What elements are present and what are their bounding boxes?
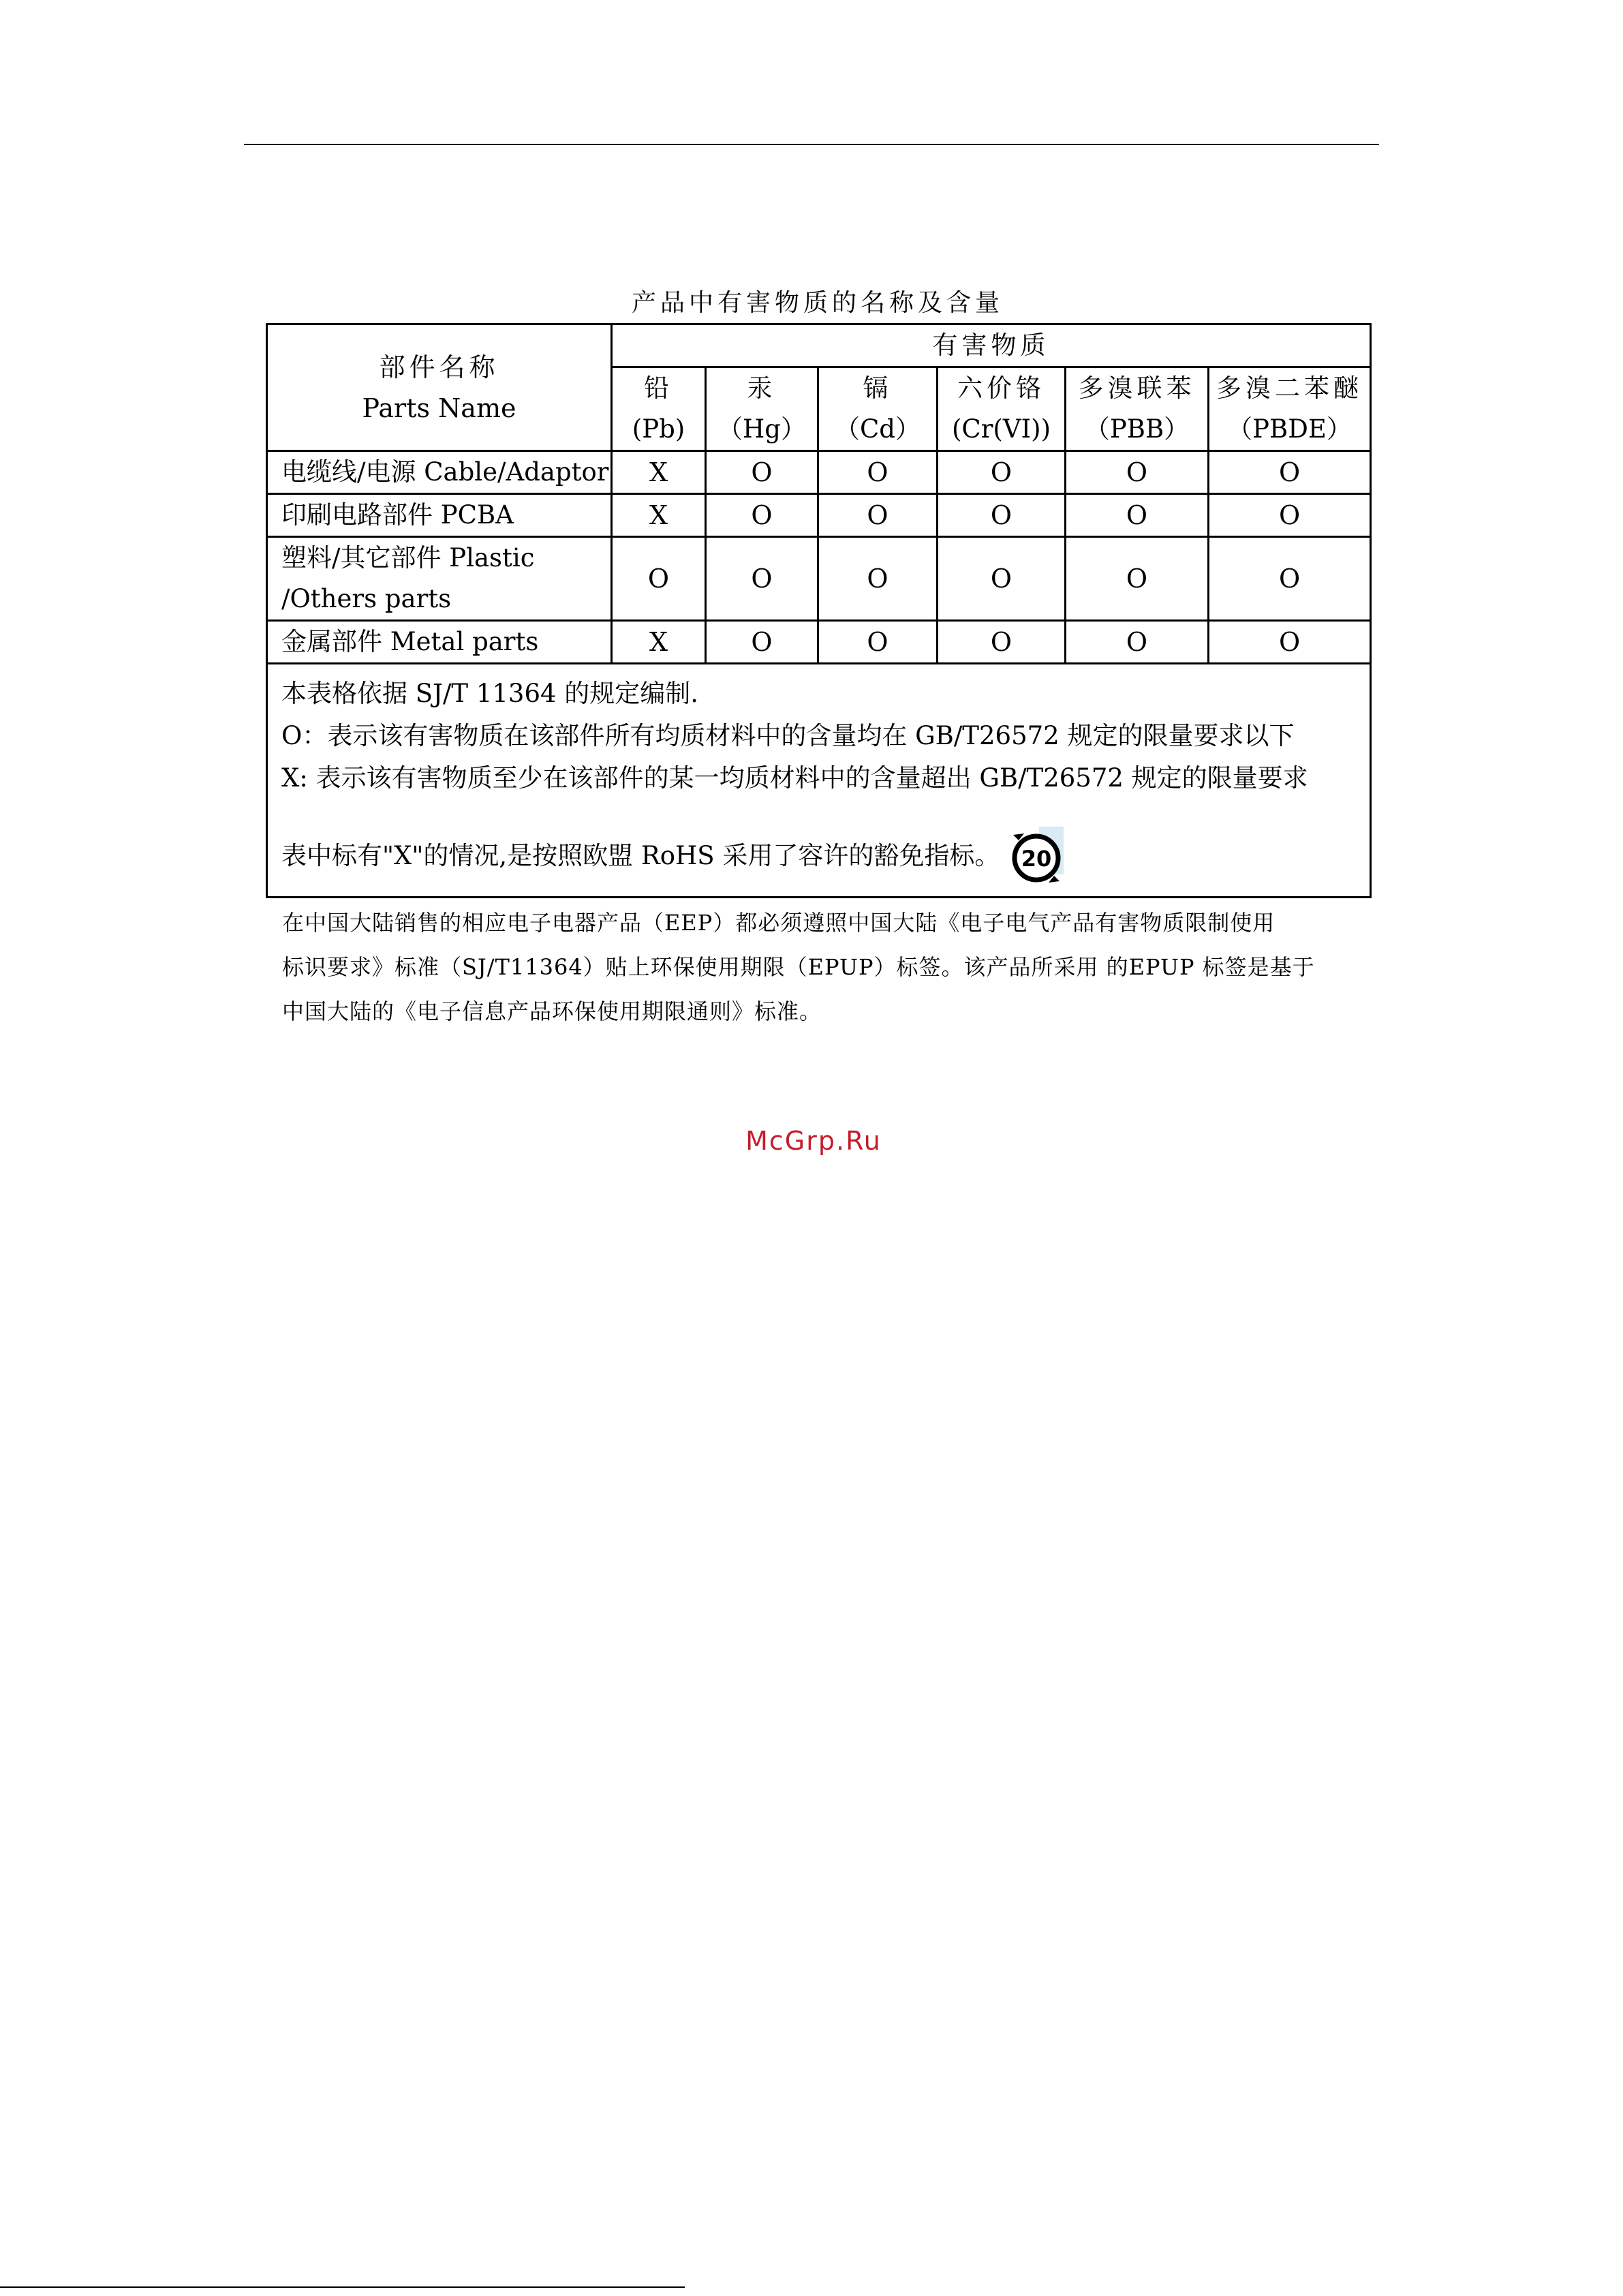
notes-cell (267, 664, 1371, 898)
note-standard: 本表格依据 SJ/T 11364 的规定编制. (281, 679, 699, 708)
table-row (267, 451, 1371, 494)
note-x-definition: X: 表示该有害物质至少在该部件的某一均质材料中的含量超出 GB/T26572 规定的限量要求 (281, 763, 1308, 793)
substance-symbol: (Cr(VI)) (951, 414, 1051, 444)
substance-name-cn: 铅 (644, 373, 673, 403)
substance-name-cn: 镉 (863, 373, 893, 403)
mark-cell: O (706, 451, 818, 494)
substance-name-cn: 多溴联苯 (1078, 373, 1196, 403)
part-name-cell: 金属部件 Metal parts (267, 621, 612, 664)
substance-symbol: （Cd） (835, 414, 921, 444)
mark-cell: O (612, 537, 706, 621)
parts-name-header (267, 324, 612, 451)
footer-line: 标识要求》标准（SJ/T11364）贴上环保使用期限（EPUP）标签。该产品所采用 的EPUP 标签是基于 (282, 954, 1315, 980)
table-row (267, 537, 1371, 621)
mark-cell: O (938, 494, 1066, 537)
part-name-line: 塑料/其它部件 Plastic (281, 543, 535, 572)
substance-name-cn: 六价铬 (957, 373, 1045, 403)
epup-logo-number: 20 (1021, 846, 1052, 872)
mark-cell: O (938, 621, 1066, 664)
note-rohs-text: 表中标有"X"的情况,是按照欧盟 RoHS 采用了容许的豁免指标。 (281, 841, 1000, 870)
epup-20-logo-icon (1010, 827, 1065, 885)
mark-cell: X (612, 494, 706, 537)
substance-symbol: （Hg） (717, 414, 806, 444)
mark-cell: O (1066, 451, 1209, 494)
substance-name-cn: 汞 (747, 373, 777, 403)
substances-header: 有害物质 (612, 324, 1371, 367)
mark-cell: O (818, 537, 938, 621)
mark-cell: O (818, 621, 938, 664)
parts-name-header-cn: 部件名称 (379, 352, 499, 382)
note-rohs-exemption (281, 827, 1356, 885)
header-rule (244, 144, 1379, 145)
table-row (267, 621, 1371, 664)
part-name-cell (267, 537, 612, 621)
mark-cell: X (612, 621, 706, 664)
mark-cell: O (706, 621, 818, 664)
substance-header-cr6 (938, 367, 1066, 451)
mark-cell: O (706, 494, 818, 537)
mark-cell: O (1209, 621, 1371, 664)
substance-symbol: （PBDE） (1227, 414, 1352, 444)
table-row (267, 494, 1371, 537)
part-name-cell: 电缆线/电源 Cable/Adaptor (267, 451, 612, 494)
mark-cell: O (1209, 451, 1371, 494)
notes-row (267, 664, 1371, 898)
mark-cell: O (818, 494, 938, 537)
mark-cell: O (1066, 494, 1209, 537)
substance-symbol: (Pb) (632, 414, 685, 444)
part-name-cell: 印刷电路部件 PCBA (267, 494, 612, 537)
mark-cell: O (1066, 537, 1209, 621)
substance-header-pbde (1209, 367, 1371, 451)
substance-name-cn: 多溴二苯醚 (1216, 373, 1363, 403)
mark-cell: O (1209, 494, 1371, 537)
substance-header-cd (818, 367, 938, 451)
substance-header-hg (706, 367, 818, 451)
mark-cell: O (938, 537, 1066, 621)
mark-cell: O (818, 451, 938, 494)
substance-symbol: （PBB） (1084, 414, 1190, 444)
mark-cell: O (938, 451, 1066, 494)
note-o-definition: O：表示该有害物质在该部件所有均质材料中的含量均在 GB/T26572 规定的限量要求以下 (281, 721, 1295, 750)
footer-line: 在中国大陆销售的相应电子电器产品（EEP）都必须遵照中国大陆《电子电气产品有害物质限制使用 (282, 910, 1276, 936)
mark-cell: O (1066, 621, 1209, 664)
parts-name-header-en: Parts Name (362, 393, 516, 423)
hazardous-substances-table (266, 323, 1372, 898)
mark-cell: O (1209, 537, 1371, 621)
footer-line: 中国大陆的《电子信息产品环保使用期限通则》标准。 (282, 998, 822, 1024)
footer-rule (0, 2286, 685, 2288)
mark-cell: O (706, 537, 818, 621)
watermark-link[interactable]: McGrp.Ru (745, 1126, 882, 1156)
substance-header-pb (612, 367, 706, 451)
epup-footer-paragraph (282, 901, 1372, 1034)
part-name-line: /Others parts (281, 584, 452, 613)
substance-header-pbb (1066, 367, 1209, 451)
mark-cell: X (612, 451, 706, 494)
table-title: 产品中有害物质的名称及含量 (631, 289, 1004, 317)
